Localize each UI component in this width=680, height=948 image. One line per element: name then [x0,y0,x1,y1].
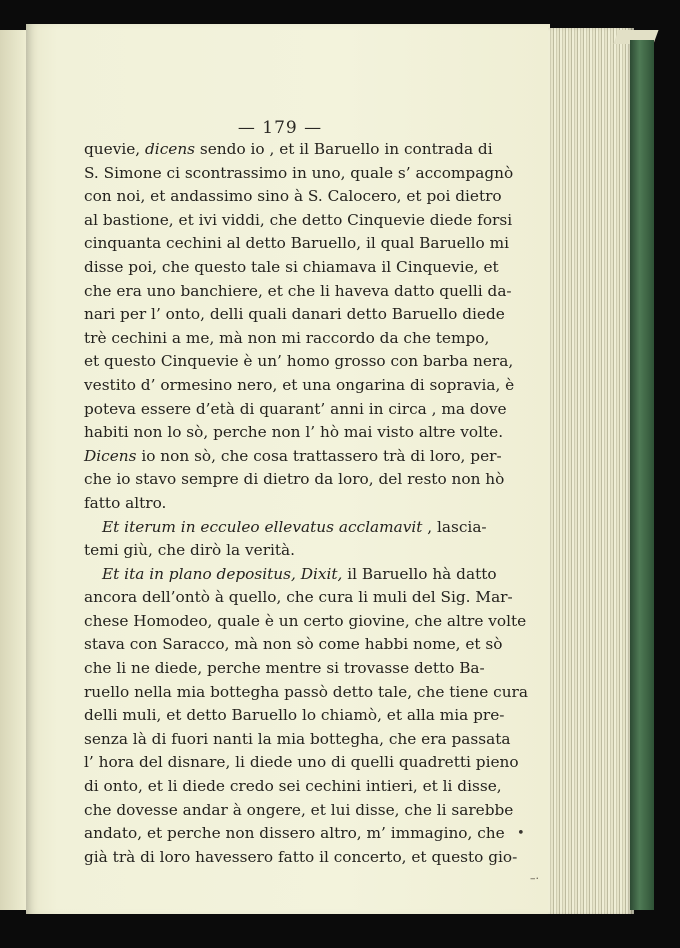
text-line [84,374,515,398]
text-run: che dovesse andar à ongere, et lui disse, che li sarebbe [84,800,514,819]
text-line [84,327,490,351]
text-run: cinquanta cechini al detto Baruello, il qual Baruello mi [84,234,509,253]
text-run: io non sò, che cosa trattassero trà di loro, per- [136,446,502,465]
text-run: poteva essere d’età di quarant’ anni in circa , ma dove [84,399,507,418]
text-run: ancora dell’ontò à quello, che cura li muli del Sig. Mar- [84,588,513,607]
text-run: sendo io , et il Baruello in contrada di [195,140,493,158]
text-line [84,728,511,752]
text-run: andato, et perche non dissero altro, m’ immagino, che [84,824,505,843]
text-run: disse poi, che questo tale si chiamava il Cinquevie, et [84,257,499,276]
text-line [84,775,502,799]
text-run: temi giù, che dirò la verità. [84,541,296,560]
italic-text: Et ita in plano depositus, Dixit, [102,564,343,583]
text-run: trè cechini a me, mà non mi raccordo da che tempo, [84,328,490,347]
text-line [84,492,460,516]
text-run: delli muli, et detto Baruello lo chiamò, et alla mia pre- [84,706,505,725]
text-line [84,539,460,563]
text-line [84,846,518,870]
corner-mark: –· [530,872,539,885]
margin-mark: • [517,826,525,841]
text-line [84,657,485,681]
text-run: che li ne diede, perche mentre si trovasse detto Ba- [84,659,485,678]
text-line [84,209,513,233]
text-line [84,563,497,587]
text-line [84,610,527,634]
italic-text: dicens [145,140,196,158]
text-run: che era uno banchiere, et che li haveva datto quelli da- [84,281,512,300]
text-line [84,445,502,469]
book-cover [630,40,654,910]
text-line [84,350,514,374]
text-line [84,586,513,610]
text-run: S. Simone ci scontrassimo in uno, quale s’ accompagnò [84,163,514,182]
text-run: et questo Cinquevie è un’ homo grosso con barba nera, [84,352,514,371]
text-run: stava con Saracco, mà non sò come habbi nome, et sò [84,635,503,654]
italic-text: Dicens [84,446,137,465]
page-stack-edges [548,28,634,914]
text-run: vestito d’ ormesino nero, et una ongarina di sopravia, è [84,375,515,394]
text-run: di onto, et li diede credo sei cechini intieri, et li disse, [84,777,502,796]
text-line [84,633,503,657]
text-line [84,516,487,540]
text-line [84,822,505,846]
body-text [84,138,528,869]
facing-page-edge [0,30,26,910]
text-line [84,421,504,445]
text-run: quevie, [84,140,146,158]
text-line [84,232,509,256]
text-line [84,256,499,280]
text-run: con noi, et andassimo sino à S. Calocero, et poi dietro [84,187,502,206]
text-run: al bastione, et ivi viddi, che detto Cinquevie diede forsi [84,210,513,229]
text-line [84,185,502,209]
text-line [84,138,493,162]
text-run: ruello nella mia bottegha passò detto tale, che tiene cura [84,682,528,701]
text-run: fatto altro. [84,493,167,512]
text-line [84,751,519,775]
text-run: , lascia- [422,517,487,536]
text-run: chese Homodeo, quale è un certo giovine, che altre volte [84,611,527,630]
text-run: già trà di loro havessero fatto il concerto, et questo gio- [84,847,518,866]
text-line [84,398,507,422]
text-line [84,468,505,492]
italic-text: Et iterum in ecculeo ellevatus acclamavit [102,517,423,536]
text-line [84,280,512,304]
text-line [84,799,514,823]
text-line [84,162,514,186]
text-run: senza là di fuori nanti la mia bottegha, che era passata [84,729,511,748]
text-line [84,704,505,728]
text-run: l’ hora del disnare, li diede uno di quelli quadretti pieno [84,753,519,772]
text-run: che io stavo sempre di dietro da loro, del resto non hò [84,470,505,489]
text-run: nari per l’ onto, delli quali danari detto Baruello diede [84,305,505,324]
page-number: — 179 — [237,118,323,138]
text-run: il Baruello hà datto [342,564,497,583]
text-line [84,303,505,327]
text-line [84,681,528,705]
text-run: habiti non lo sò, perche non l’ hò mai visto altre volte. [84,423,504,442]
